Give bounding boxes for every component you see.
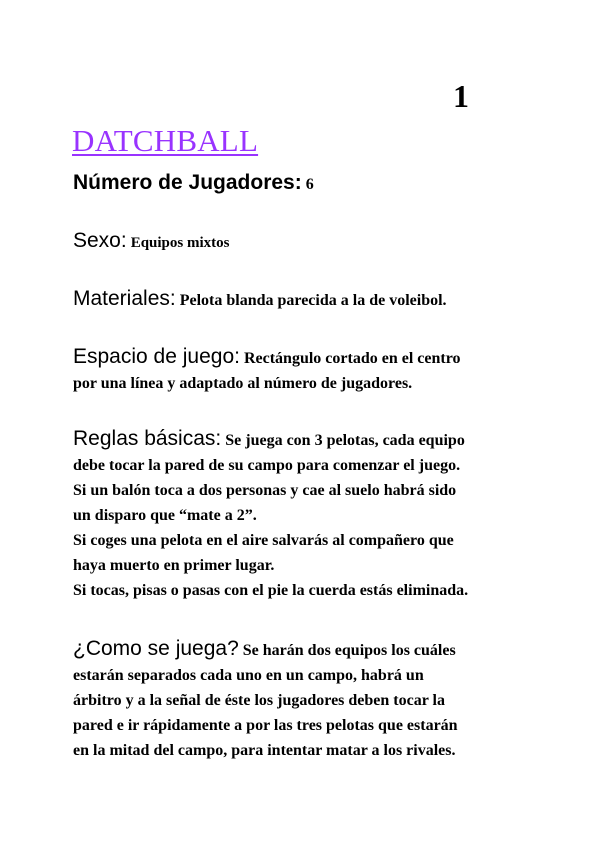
sex-value: Equipos mixtos	[130, 235, 230, 251]
rules-line-6: haya muerto en primer lugar.	[73, 557, 275, 574]
how-to-play-line-1: Se harán dos equipos los cuáles	[242, 642, 456, 659]
space-line-2: por una línea y adaptado al número de jugadores.	[73, 375, 413, 392]
players-heading: Número de Jugadores:	[73, 171, 302, 194]
rules-line-4: un disparo que “mate a 2”.	[73, 507, 257, 524]
rules-line-2: debe tocar la pared de su campo para comenzar el juego.	[73, 457, 461, 474]
page-number: 1	[453, 78, 469, 114]
sex-heading: Sexo:	[73, 229, 127, 252]
how-to-play-line-2: estarán separados cada uno en un campo, habrá un	[73, 667, 424, 684]
section-sex	[73, 228, 543, 256]
section-materials	[73, 286, 543, 313]
rules-line-1: Se juega con 3 pelotas, cada equipo	[225, 432, 465, 449]
players-value: 6	[305, 176, 314, 193]
how-to-play-line-4: pared e ir rápidamente a por las tres pelotas que estarán	[73, 717, 458, 734]
space-line-1: Rectángulo cortado en el centro	[243, 350, 461, 367]
how-to-play-line-3: árbitro y a la señal de éste los jugadores deben tocar la	[73, 692, 445, 709]
materials-value: Pelota blanda parecida a la de voleibol.	[179, 292, 447, 309]
section-how-to-play	[73, 636, 543, 763]
rules-line-5: Si coges una pelota en el aire salvarás al compañero que	[73, 532, 454, 549]
section-rules	[73, 426, 543, 603]
space-heading: Espacio de juego:	[73, 345, 240, 368]
rules-line-3: Si un balón toca a dos personas y cae al suelo habrá sido	[73, 482, 457, 499]
rules-heading: Reglas básicas:	[73, 427, 222, 450]
document-title: DATCHBALL	[72, 123, 259, 158]
section-players	[73, 170, 543, 197]
how-to-play-heading: ¿Como se juega?	[73, 637, 239, 660]
how-to-play-line-5: en la mitad del campo, para intentar matar a los rivales.	[73, 742, 456, 759]
rules-line-7: Si tocas, pisas o pasas con el pie la cuerda estás eliminada.	[73, 582, 469, 599]
section-space	[73, 344, 543, 396]
materials-heading: Materiales:	[73, 287, 176, 310]
